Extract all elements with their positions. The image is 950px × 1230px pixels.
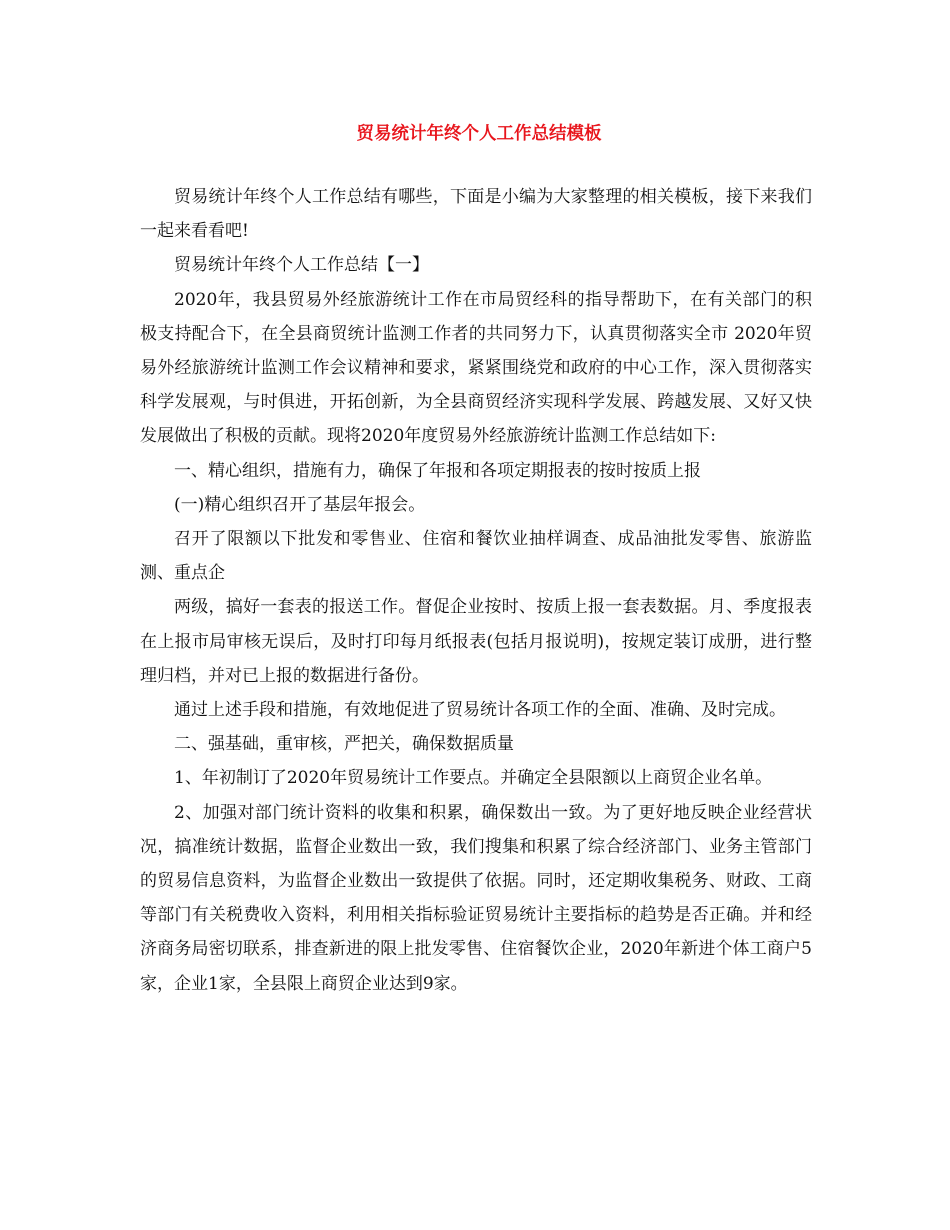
intro-paragraph: 贸易统计年终个人工作总结有哪些，下面是小编为大家整理的相关模板，接下来我们一起来看看吧! bbox=[140, 187, 812, 242]
body-paragraph: 2020年，我县贸易外经旅游统计工作在市局贸经科的指导帮助下，在有关部门的积极支持配合下，在全县商贸统计监测工作者的共同努力下，认真贯彻落实全市 2020年贸易外经旅游统计监测工作会议精神和要求，紧紧围绕党和政府的中心工作，深入贯彻落实科学发展观，与时俱进，开拓创新，为全县商贸经济实现科学发展、跨越发展、又好又快发展做出了积极的贡献。现将2020年度贸易外经旅游统计监测工作总结如下: bbox=[140, 289, 812, 447]
body-paragraph: 通过上述手段和措施，有效地促进了贸易统计各项工作的全面、准确、及时完成。 bbox=[174, 700, 786, 721]
document-title: 贸易统计年终个人工作总结模板 bbox=[356, 124, 602, 144]
body-paragraph: 两级，搞好一套表的报送工作。督促企业按时、按质上报一套表数据。月、季度报表在上报市局审核无误后，及时打印每月纸报表(包括月报说明)，按规定装订成册，进行整理归档，并对已上报的数据进行备份。 bbox=[140, 597, 812, 686]
document-page bbox=[140, 112, 812, 1001]
sub-item-heading: (一)精心组织召开了基层年报会。 bbox=[174, 494, 426, 515]
numbered-paragraph: 1、年初制订了2020年贸易统计工作要点。并确定全县限额以上商贸企业名单。 bbox=[174, 768, 773, 789]
item-heading-two: 二、强基础，重审核，严把关，确保数据质量 bbox=[174, 734, 514, 755]
item-heading-one: 一、精心组织，措施有力，确保了年报和各项定期报表的按时按质上报 bbox=[174, 460, 701, 481]
body-paragraph: 召开了限额以下批发和零售业、住宿和餐饮业抽样调查、成品油批发零售、旅游监测、重点企 bbox=[140, 529, 812, 584]
section-heading-one: 贸易统计年终个人工作总结【一】 bbox=[174, 255, 429, 276]
numbered-paragraph: 2、加强对部门统计资料的收集和积累，确保数出一致。为了更好地反映企业经营状况，搞准统计数据，监督企业数出一致，我们搜集和积累了综合经济部门、业务主管部门的贸易信息资料，为监督企业数出一致提供了依据。同时，还定期收集税务、财政、工商等部门有关税费收入资料，利用相关指标验证贸易统计主要指标的趋势是否正确。并和经济商务局密切联系，排查新进的限上批发零售、住宿餐饮企业，2020年新进个体工商户5家，企业1家，全县限上商贸企业达到9家。 bbox=[140, 802, 812, 994]
